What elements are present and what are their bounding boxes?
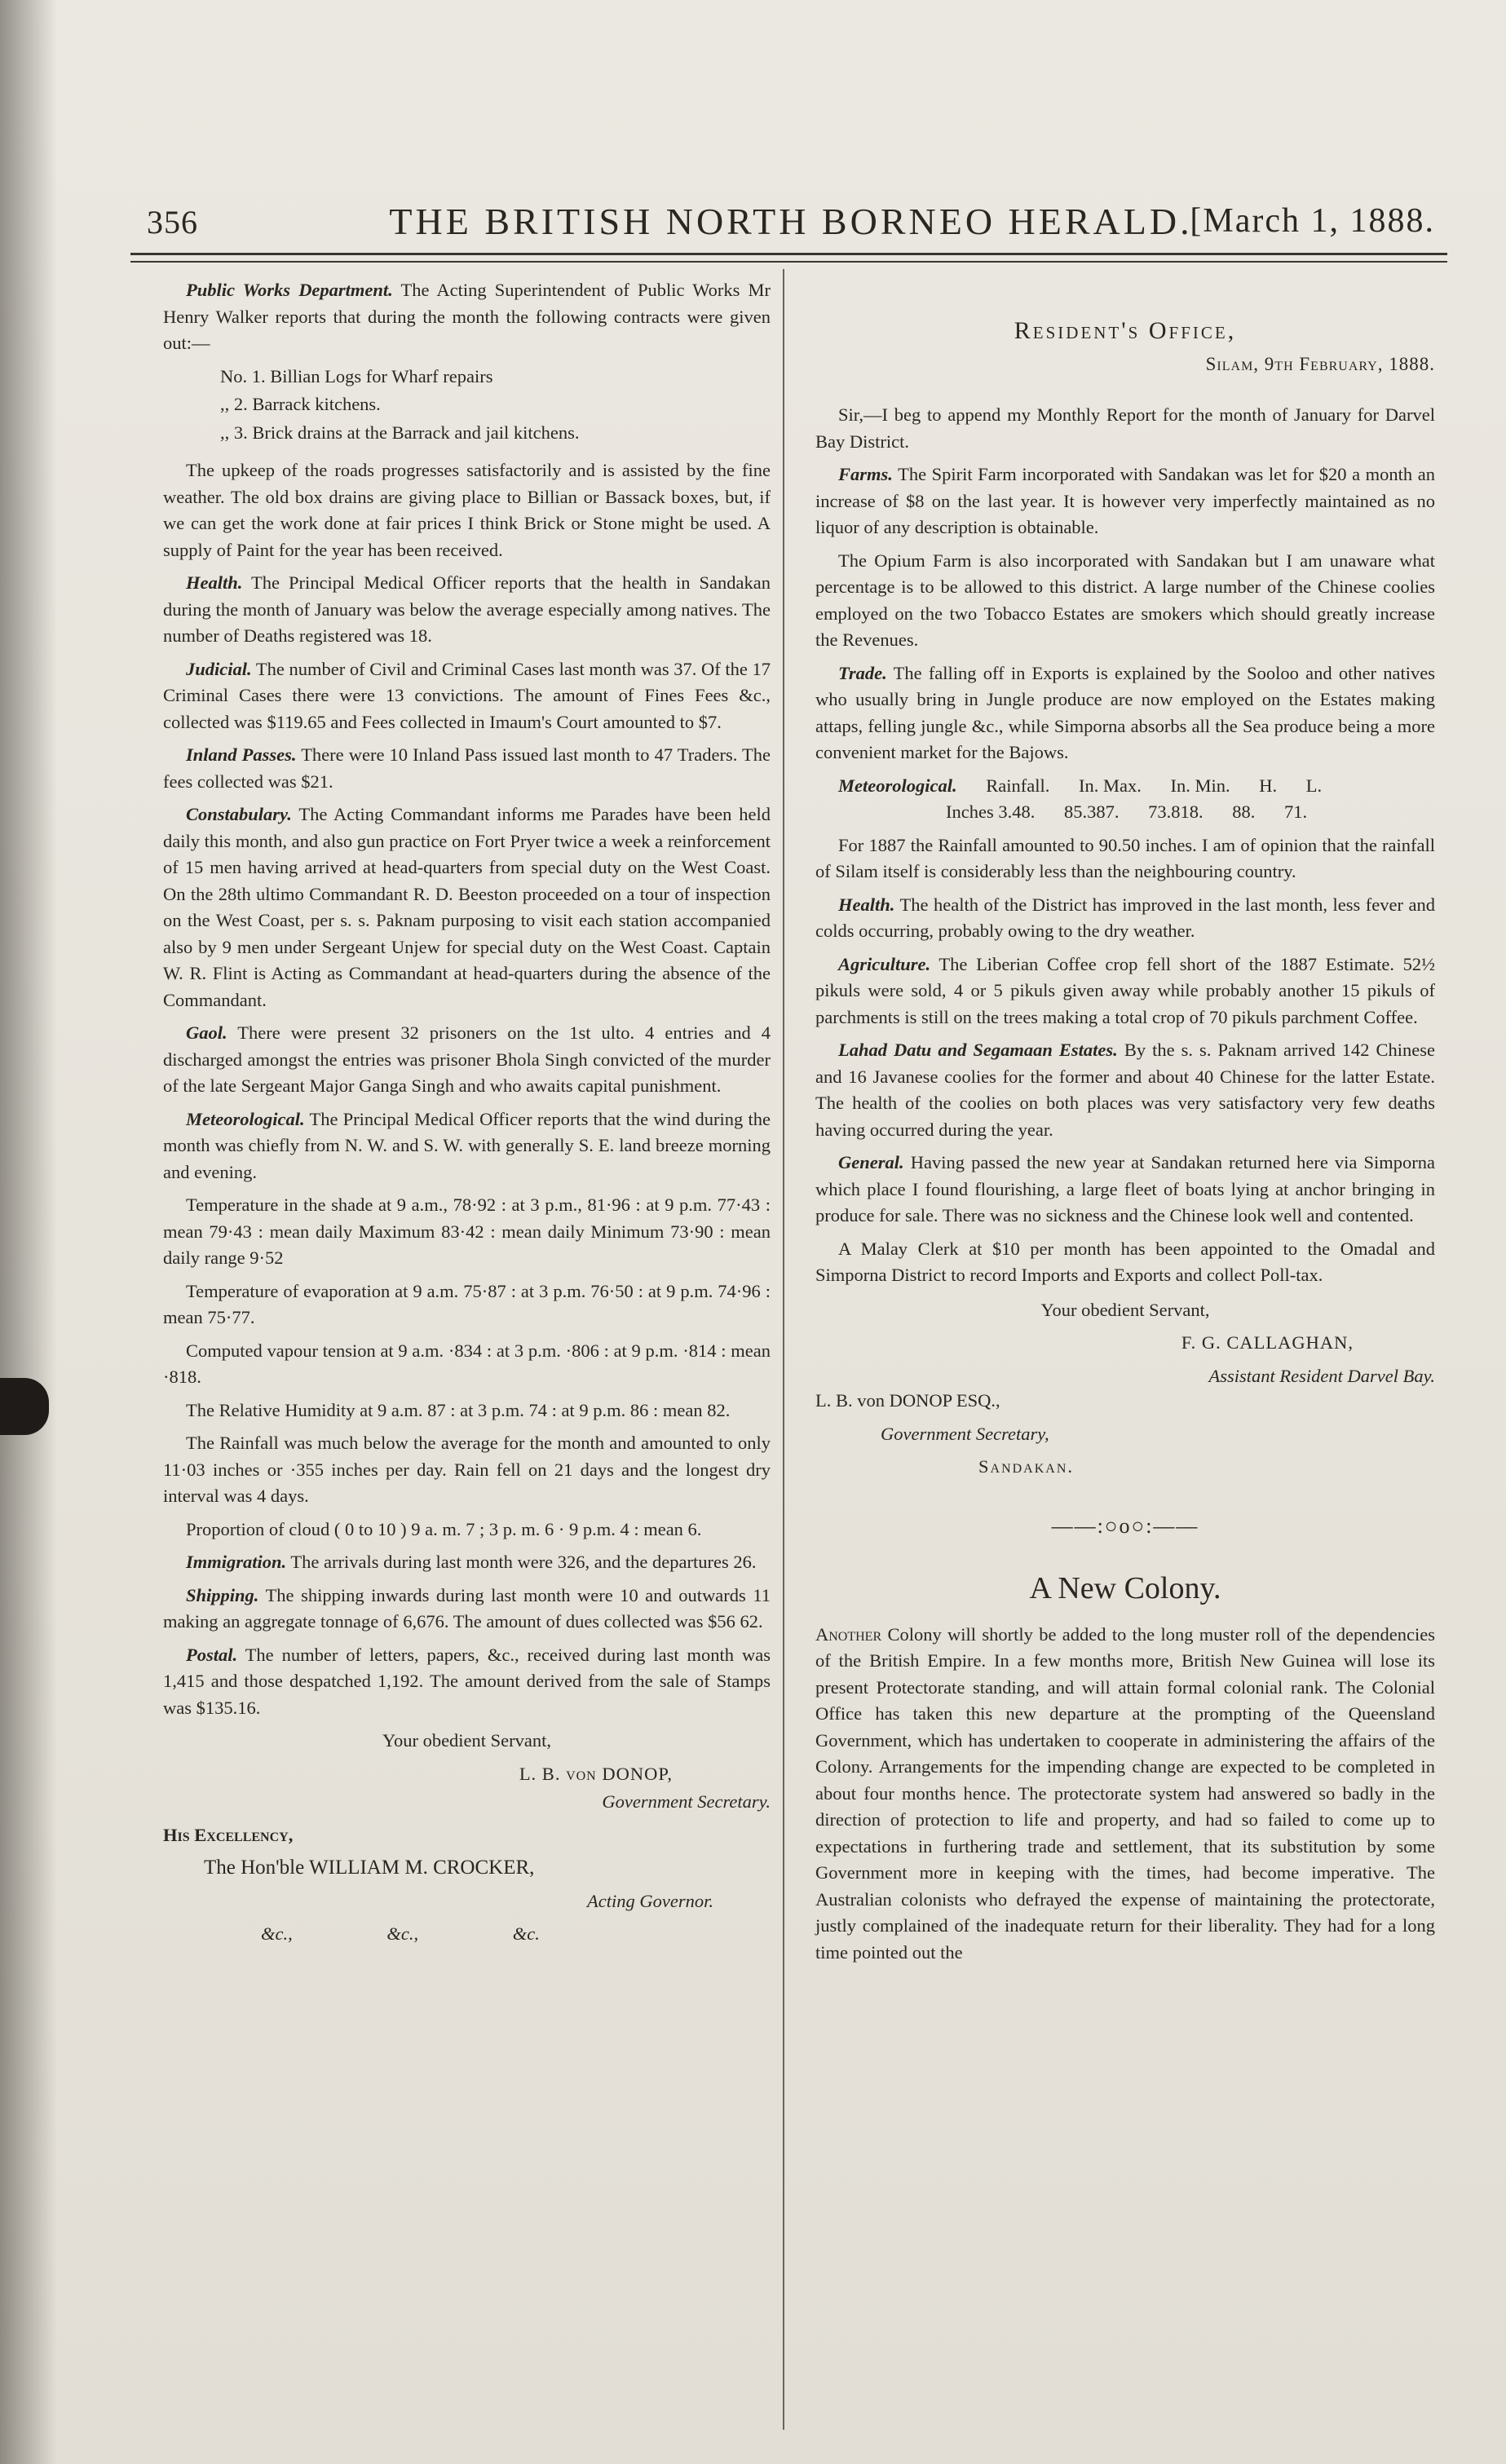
estates-text: By the s. s. Paknam arrived 142 Chinese and 16 Javanese coolies for the former and about 40 Chinese for the latter Estate. The health of the coolies on both places was very satisfactory very few deaths having occurred during the year. bbox=[815, 1040, 1435, 1140]
addressee-line-1: His Excellency, bbox=[163, 1824, 294, 1845]
evaporation-paragraph: Temperature of evaporation at 9 a.m. 75·87 : at 3 p.m. 76·50 : at 9 p.m. 74·96 : mean 75·77. bbox=[163, 1280, 771, 1327]
shipping-text: The shipping inwards during last month were 10 and outwards 11 making an aggregate tonnage of 6,676. The amount of dues collected was $56 62. bbox=[163, 1584, 771, 1632]
meteorological-text: The Principal Medical Officer reports that the wind during the month was chiefly from N. W. and S. W. with generally S. E. land breeze morning and evening. bbox=[163, 1108, 771, 1182]
health-paragraph bbox=[163, 570, 771, 650]
estates-paragraph bbox=[815, 1037, 1435, 1143]
closing-line-right: Your obedient Servant, bbox=[1040, 1299, 1210, 1320]
header-rule-thin bbox=[130, 261, 1447, 263]
postal-text: The number of letters, papers, &c., received during last month was 1,415 and those despatched 1,192. The amount derived from the sale of Stamps was $135.16. bbox=[163, 1644, 771, 1718]
office-heading: Resident's Office, bbox=[1014, 317, 1237, 344]
met-cell: H. bbox=[1259, 775, 1278, 796]
right-column bbox=[815, 277, 1435, 1972]
constabulary-text: The Acting Commandant informs me Parades have been held daily this month, and also gun practice on Fort Pryer twice a week a reinforcement of 15 men having arrived at head-quarters from special duty on the West Coast. On the 28th ultimo Commandant R. D. Beeston proceeded on a tour of inspection on the West Coast, per s. s. Paknam purposing to visit each station accompanied also by 9 men under Sergeant Unjew for special duty on the West Coast. Captain W. R. Flint is Acting as Commandant at head-quarters during the absence of the Commandant. bbox=[163, 804, 771, 1010]
met-cell: Inches 3.48. bbox=[946, 801, 1036, 822]
judicial-paragraph bbox=[163, 656, 771, 736]
new-colony-text: Colony will shortly be added to the long muster roll of the dependencies of the British Empire. In a few months more, British New Guinea will lose its present Protectorate standing, and will attain formal colonial rank. The Colonial Office has taken this new departure at the prompting of the Queensland Government, which has undertaken to cooperate in administering the affairs of the Colony. Arrangements for the impending change are expected to be completed in about four months hence. The protectorate system had answered so badly in the direction of protection to life and property, and had so failed to come up to expectations in furthering trade and settlement, that its substitution by some Government more in keeping with the times, had become imperative. The Australian colonists who defrayed the expense of maintaining the protectorate, justly complained of the inadequate return for their liberality. They had for a long time pointed out the bbox=[815, 1623, 1435, 1963]
opium-paragraph: The Opium Farm is also incorporated with Sandakan but I am unaware what percentage is to be allowed to this district. A large number of the Chinese coolies employed on the two Tobacco Estates are smokers which should greatly increase the Revenues. bbox=[815, 550, 1435, 650]
header-rule bbox=[130, 253, 1447, 255]
dateline: Silam, 9th February, 1888. bbox=[1205, 353, 1435, 374]
signature-title: Government Secretary. bbox=[602, 1791, 771, 1812]
page-number: 356 bbox=[147, 204, 198, 241]
contract-item: ,, 2. Barrack kitchens. bbox=[220, 394, 381, 414]
farms-paragraph bbox=[815, 461, 1435, 541]
health-lead: Health. bbox=[186, 572, 243, 593]
malay-clerk-paragraph: A Malay Clerk at $10 per month has been appointed to the Omadal and Simporna District to record Imports and Exports and collect Poll-tax. bbox=[815, 1238, 1435, 1285]
met-cell: In. Min. bbox=[1170, 775, 1230, 796]
judicial-lead: Judicial. bbox=[186, 658, 252, 679]
shipping-paragraph bbox=[163, 1583, 771, 1636]
constabulary-paragraph bbox=[163, 801, 771, 1013]
pwd-paragraph bbox=[163, 277, 771, 357]
binding-mark bbox=[0, 1378, 49, 1435]
farms-lead: Farms. bbox=[838, 464, 893, 484]
met-lead: Meteorological. bbox=[838, 775, 957, 796]
new-colony-first-word: Another bbox=[815, 1623, 882, 1645]
met-cell: 73.818. bbox=[1148, 801, 1203, 822]
signature-title-right: Assistant Resident Darvel Bay. bbox=[1208, 1365, 1435, 1386]
trade-text: The falling off in Exports is explained by the Sooloo and other natives who usually bring in Jungle produce are now employed on the Estates making attaps, felling jungle &c., while Simporna absorbs all the Sea produce being a more convenient market for the Bajows. bbox=[815, 662, 1436, 762]
judicial-text: The number of Civil and Criminal Cases last month was 37. Of the 17 Criminal Cases there were 13 convictions. The amount of Fines Fees &c., collected was $119.65 and Fees collected in Imaum's Court amounted to $7. bbox=[163, 658, 771, 732]
humidity-paragraph: The Relative Humidity at 9 a.m. 87 : at 3 p.m. 74 : at 9 p.m. 86 : mean 82. bbox=[186, 1399, 731, 1420]
new-colony-paragraph bbox=[815, 1622, 1435, 1967]
met-cell: In. Max. bbox=[1078, 775, 1142, 796]
immigration-paragraph bbox=[163, 1549, 771, 1576]
addressee-line-2: The Hon'ble WILLIAM M. CROCKER, bbox=[204, 1857, 535, 1879]
cloud-paragraph: Proportion of cloud ( 0 to 10 ) 9 a. m. 7 ; 3 p. m. 6 · 9 p.m. 4 : mean 6. bbox=[186, 1518, 702, 1539]
issue-date: [March 1, 1888. bbox=[1190, 202, 1435, 240]
trade-lead: Trade. bbox=[838, 662, 887, 683]
immigration-text: The arrivals during last month were 326, and the departures 26. bbox=[290, 1552, 757, 1572]
addressee-line-3: Acting Governor. bbox=[587, 1890, 713, 1911]
pwd-lead: Public Works Department. bbox=[186, 280, 393, 300]
general-lead: General. bbox=[838, 1152, 904, 1172]
met-cell: L. bbox=[1305, 775, 1323, 796]
contract-item: No. 1. Billian Logs for Wharf repairs bbox=[220, 365, 493, 386]
addressee-right-2: Government Secretary, bbox=[881, 1423, 1049, 1444]
agriculture-paragraph bbox=[815, 952, 1435, 1031]
agriculture-text: The Liberian Coffee crop fell short of the 1887 Estimate. 52½ pikuls were sold, 4 or 5 pikuls given away while probably another 15 pikuls of parchments is still on the trees making a total crop of 70 pikuls parchment Coffee. bbox=[815, 953, 1436, 1027]
met-table-row-1 bbox=[838, 773, 1435, 800]
roads-paragraph: The upkeep of the roads progresses satisfactorily and is assisted by the fine weather. The old box drains are giving place to Billian or Bassack boxes, but, if we can get the work done at fair prices I think Brick or Stone might be used. A supply of Paint for the year has been received. bbox=[163, 460, 771, 560]
met-cell: 71. bbox=[1283, 801, 1308, 822]
binding-shadow bbox=[0, 0, 57, 2464]
contract-item: ,, 3. Brick drains at the Barrack and jail kitchens. bbox=[220, 422, 580, 443]
et-cetera-line: &c., &c., &c. bbox=[261, 1923, 540, 1944]
constabulary-lead: Constabulary. bbox=[186, 804, 292, 824]
met-cell: 85.387. bbox=[1063, 801, 1120, 822]
gaol-lead: Gaol. bbox=[186, 1022, 227, 1043]
general-paragraph bbox=[815, 1150, 1435, 1230]
temperature-paragraph: Temperature in the shade at 9 a.m., 78·92 : at 3 p.m., 81·96 : at 9 p.m. 77·43 : mean 79·43 : mean daily Maximum 83·42 : mean daily Minimum 73·90 : mean daily range 9·52 bbox=[163, 1194, 771, 1268]
masthead bbox=[147, 192, 1435, 257]
estates-lead: Lahad Datu and Segamaan Estates. bbox=[838, 1040, 1118, 1060]
passes-text: There were 10 Inland Pass issued last month to 47 Traders. The fees collected was $21. bbox=[163, 744, 771, 792]
passes-lead: Inland Passes. bbox=[186, 744, 297, 765]
health-text: The Principal Medical Officer reports that the health in Sandakan during the month of January was below the average especially among natives. The number of Deaths registered was 18. bbox=[163, 572, 771, 646]
pwd-text: The Acting Superintendent of Public Works Mr Henry Walker reports that during the month the following contracts were given out:— bbox=[163, 280, 771, 353]
vapour-paragraph: Computed vapour tension at 9 a.m. ·834 : at 3 p.m. ·806 : at 9 p.m. ·814 : mean ·818. bbox=[163, 1340, 771, 1387]
immigration-lead: Immigration. bbox=[186, 1552, 287, 1572]
met-cell: Rainfall. bbox=[986, 775, 1050, 796]
signature-name-right: F. G. CALLAGHAN, bbox=[1181, 1332, 1354, 1353]
postal-lead: Postal. bbox=[186, 1644, 238, 1665]
addressee-right-1: L. B. von DONOP ESQ., bbox=[815, 1390, 1000, 1411]
addressee-right-3: Sandakan. bbox=[978, 1456, 1075, 1477]
shipping-lead: Shipping. bbox=[186, 1584, 259, 1605]
meteorological-paragraph bbox=[163, 1106, 771, 1186]
signature-name: L. B. von DONOP, bbox=[519, 1763, 673, 1784]
health-paragraph-right bbox=[815, 892, 1435, 945]
met-table-row-2 bbox=[946, 799, 1435, 826]
gaol-text: There were present 32 prisoners on the 1st ulto. 4 entries and 4 discharged amongst the entries was prisoner Bhola Singh convicted of the murder of the late Sergeant Major Ganga Singh and who awaits capital punishment. bbox=[163, 1022, 771, 1096]
left-column bbox=[163, 277, 771, 1954]
health-text-right: The health of the District has improved in the last month, less fever and colds occurring, probably owing to the dry weather. bbox=[815, 894, 1435, 941]
farms-text: The Spirit Farm incorporated with Sandakan was let for $20 a month an increase of $8 on the last year. It is however very imperfectly maintained as no liquor of any description is obtainable. bbox=[815, 464, 1435, 537]
newspaper-title: THE BRITISH NORTH BORNEO HERALD. bbox=[389, 201, 1193, 242]
new-colony-title: A New Colony. bbox=[1029, 1571, 1221, 1605]
met-cell: 88. bbox=[1232, 801, 1256, 822]
contract-list bbox=[220, 364, 771, 447]
health-lead-right: Health. bbox=[838, 894, 895, 915]
rainfall-paragraph: The Rainfall was much below the average for the month and amounted to only 11·03 inches or ·355 inches per day. Rain fell on 21 days and the longest dry interval was 4 days. bbox=[163, 1433, 771, 1506]
rain-1887-paragraph: For 1887 the Rainfall amounted to 90.50 inches. I am of opinion that the rainfall of Silam itself is considerably less than the neighbouring country. bbox=[815, 834, 1435, 881]
general-text: Having passed the new year at Sandakan returned here via Simporna which place I found flourishing, a large fleet of boats lying at anchor bringing in produce for sale. There was no sickness and the Chinese look well and contented. bbox=[815, 1152, 1436, 1225]
closing-line: Your obedient Servant, bbox=[382, 1730, 552, 1751]
postal-paragraph bbox=[163, 1642, 771, 1722]
meteorological-lead: Meteorological. bbox=[186, 1108, 305, 1129]
agriculture-lead: Agriculture. bbox=[838, 953, 931, 974]
gaol-paragraph bbox=[163, 1020, 771, 1100]
column-divider bbox=[783, 269, 784, 2430]
section-ornament: ——:○o○:—— bbox=[1051, 1513, 1199, 1538]
passes-paragraph bbox=[163, 742, 771, 795]
trade-paragraph bbox=[815, 660, 1435, 766]
salutation: Sir,—I beg to append my Monthly Report for the month of January for Darvel Bay District. bbox=[815, 404, 1435, 452]
